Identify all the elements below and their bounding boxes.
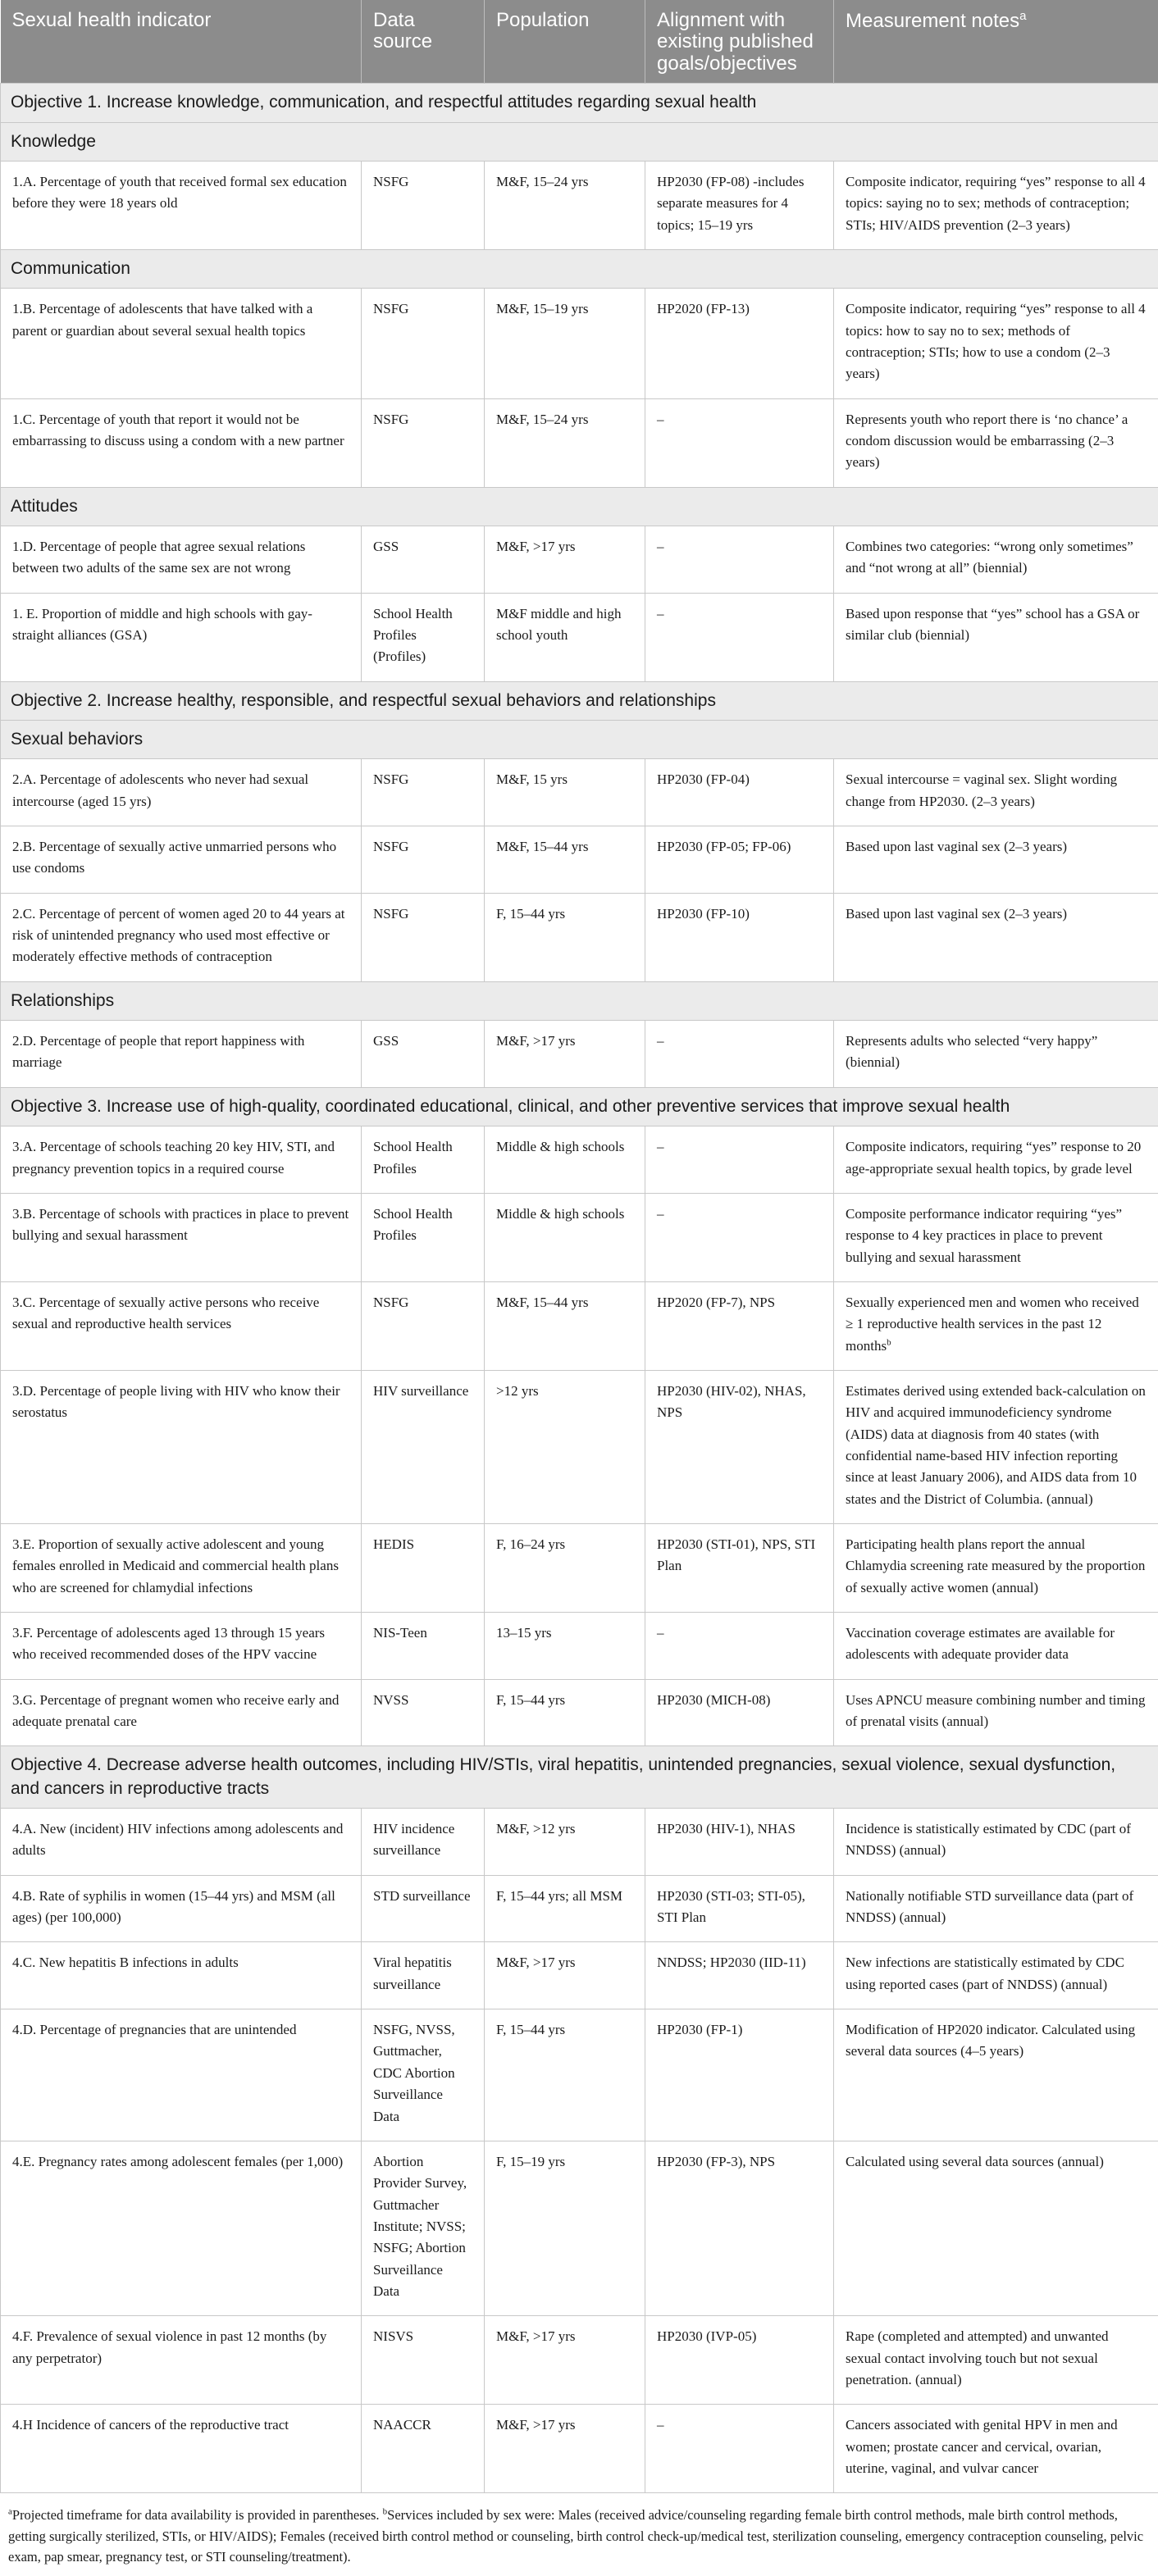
objective-title: Objective 4. Decrease adverse health outcomes, including HIV/STIs, viral hepatitis, unintended pregnancies, sexual violence, sexual dysfunction, and cancers in reproductive tracts — [1, 1746, 1158, 1809]
cell-population: M&F, >17 yrs — [485, 2316, 645, 2405]
cell-notes: Calculated using several data sources (annual) — [834, 2141, 1158, 2315]
table-row — [1, 1370, 1158, 1523]
cell-notes: Uses APNCU measure combining number and timing of prenatal visits (annual) — [834, 1679, 1158, 1746]
cell-notes-text: Sexually experienced men and women who received ≥ 1 reproductive health services in the past 12 months — [846, 1294, 1139, 1354]
cell-source: NSFG — [362, 759, 485, 826]
table-row — [1, 1809, 1158, 1876]
cell-notes: Based upon response that “yes” school has a GSA or similar club (biennial) — [834, 593, 1158, 681]
table-row — [1, 398, 1158, 487]
cell-alignment: HP2030 (FP-05; FP-06) — [645, 826, 834, 894]
cell-source: School Health Profiles (Profiles) — [362, 593, 485, 681]
cell-indicator: 1. E. Proportion of middle and high schools with gay-straight alliances (GSA) — [1, 593, 362, 681]
cell-indicator: 1.D. Percentage of people that agree sexual relations between two adults of the same sex are not wrong — [1, 526, 362, 593]
cell-alignment: – — [645, 1613, 834, 1680]
cell-alignment: HP2030 (HIV-1), NHAS — [645, 1809, 834, 1876]
header-indicator: Sexual health indicator — [1, 0, 362, 84]
cell-notes: Modification of HP2020 indicator. Calculated using several data sources (4–5 years) — [834, 2009, 1158, 2141]
cell-population: M&F, 15–44 yrs — [485, 1281, 645, 1370]
objective-row — [1, 681, 1158, 720]
cell-alignment: HP2030 (FP-1) — [645, 2009, 834, 2141]
cell-population: M&F, 15–19 yrs — [485, 289, 645, 398]
table-row — [1, 2405, 1158, 2493]
header-population: Population — [485, 0, 645, 84]
cell-indicator: 4.C. New hepatitis B infections in adults — [1, 1942, 362, 2009]
cell-population: M&F, 15 yrs — [485, 759, 645, 826]
cell-source: HIV surveillance — [362, 1370, 485, 1523]
cell-indicator: 2.A. Percentage of adolescents who never had sexual intercourse (aged 15 yrs) — [1, 759, 362, 826]
section-row — [1, 487, 1158, 526]
cell-alignment: – — [645, 1021, 834, 1088]
section-title: Attitudes — [1, 487, 1158, 526]
table-row — [1, 1679, 1158, 1746]
section-row — [1, 249, 1158, 288]
cell-population: F, 15–44 yrs; all MSM — [485, 1875, 645, 1942]
cell-source: NSFG, NVSS, Guttmacher, CDC Abortion Surveillance Data — [362, 2009, 485, 2141]
cell-indicator: 4.A. New (incident) HIV infections among adolescents and adults — [1, 1809, 362, 1876]
cell-alignment: HP2030 (FP-08) -includes separate measures for 4 topics; 15–19 yrs — [645, 161, 834, 249]
objective-title: Objective 3. Increase use of high-quality, coordinated educational, clinical, and other preventive services that improve sexual health — [1, 1087, 1158, 1126]
header-notes-sup: a — [1019, 9, 1027, 23]
cell-indicator: 3.B. Percentage of schools with practices in place to prevent bullying and sexual harassment — [1, 1193, 362, 1281]
header-notes — [834, 0, 1158, 84]
cell-alignment: HP2030 (MICH-08) — [645, 1679, 834, 1746]
cell-indicator: 3.F. Percentage of adolescents aged 13 through 15 years who received recommended doses of the HPV vaccine — [1, 1613, 362, 1680]
objective-title: Objective 2. Increase healthy, responsible, and respectful sexual behaviors and relationships — [1, 681, 1158, 720]
cell-indicator: 3.D. Percentage of people living with HIV who know their serostatus — [1, 1370, 362, 1523]
cell-population: F, 16–24 yrs — [485, 1523, 645, 1612]
section-row — [1, 122, 1158, 161]
cell-notes: Sexual intercourse = vaginal sex. Slight wording change from HP2030. (2–3 years) — [834, 759, 1158, 826]
cell-population: M&F, 15–44 yrs — [485, 826, 645, 894]
table-row — [1, 1875, 1158, 1942]
cell-population: Middle & high schools — [485, 1193, 645, 1281]
cell-source: NSFG — [362, 893, 485, 981]
cell-notes: Cancers associated with genital HPV in men and women; prostate cancer and cervical, ovarian, uterine, vaginal, and vulvar cancer — [834, 2405, 1158, 2493]
cell-source: GSS — [362, 1021, 485, 1088]
table-row — [1, 1281, 1158, 1370]
cell-source: NSFG — [362, 289, 485, 398]
table-row — [1, 1523, 1158, 1612]
table-row — [1, 759, 1158, 826]
cell-alignment: – — [645, 593, 834, 681]
cell-notes: Composite indicator, requiring “yes” response to all 4 topics: how to say no to sex; methods of contraception; STIs; how to use a condom (2–3 years) — [834, 289, 1158, 398]
cell-notes: Represents youth who report there is ‘no chance’ a condom discussion would be embarrassing (2–3 years) — [834, 398, 1158, 487]
cell-source: NSFG — [362, 826, 485, 894]
cell-notes: Vaccination coverage estimates are available for adolescents with adequate provider data — [834, 1613, 1158, 1680]
table-row — [1, 2009, 1158, 2141]
cell-source: GSS — [362, 526, 485, 593]
cell-population: F, 15–44 yrs — [485, 2009, 645, 2141]
section-title: Communication — [1, 249, 1158, 288]
cell-indicator: 3.C. Percentage of sexually active persons who receive sexual and reproductive health services — [1, 1281, 362, 1370]
cell-notes: Incidence is statistically estimated by CDC (part of NNDSS) (annual) — [834, 1809, 1158, 1876]
cell-population: Middle & high schools — [485, 1126, 645, 1194]
section-title: Sexual behaviors — [1, 721, 1158, 759]
cell-source: NISVS — [362, 2316, 485, 2405]
cell-indicator: 4.B. Rate of syphilis in women (15–44 yrs) and MSM (all ages) (per 100,000) — [1, 1875, 362, 1942]
footnote-b-sup: b — [382, 2506, 388, 2517]
cell-alignment: – — [645, 398, 834, 487]
objective-title: Objective 1. Increase knowledge, communication, and respectful attitudes regarding sexual health — [1, 84, 1158, 122]
cell-indicator: 3.A. Percentage of schools teaching 20 key HIV, STI, and pregnancy prevention topics in a required course — [1, 1126, 362, 1194]
table-row — [1, 1193, 1158, 1281]
objective-row — [1, 1087, 1158, 1126]
cell-alignment: HP2020 (FP-7), NPS — [645, 1281, 834, 1370]
table-row — [1, 1942, 1158, 2009]
cell-notes: Rape (completed and attempted) and unwanted sexual contact involving touch but not sexual penetration. (annual) — [834, 2316, 1158, 2405]
cell-source: NSFG — [362, 1281, 485, 1370]
table-row — [1, 893, 1158, 981]
cell-population: M&F, 15–24 yrs — [485, 161, 645, 249]
table-row — [1, 2316, 1158, 2405]
cell-alignment: HP2030 (STI-03; STI-05), STI Plan — [645, 1875, 834, 1942]
table-row — [1, 161, 1158, 249]
cell-notes: Composite indicator, requiring “yes” response to all 4 topics: saying no to sex; methods of contraception; STIs; HIV/AIDS prevention (2–3 years) — [834, 161, 1158, 249]
cell-alignment: NNDSS; HP2030 (IID-11) — [645, 1942, 834, 2009]
header-alignment: Alignment with existing published goals/objectives — [645, 0, 834, 84]
cell-indicator: 4.H Incidence of cancers of the reproductive tract — [1, 2405, 362, 2493]
footnote — [0, 2493, 1158, 2568]
cell-alignment: – — [645, 1126, 834, 1194]
cell-population: M&F, >17 yrs — [485, 526, 645, 593]
cell-population: M&F, >12 yrs — [485, 1809, 645, 1876]
cell-source: STD surveillance — [362, 1875, 485, 1942]
cell-indicator: 4.E. Pregnancy rates among adolescent females (per 1,000) — [1, 2141, 362, 2315]
section-title: Relationships — [1, 981, 1158, 1020]
section-row — [1, 981, 1158, 1020]
cell-indicator: 4.D. Percentage of pregnancies that are unintended — [1, 2009, 362, 2141]
cell-notes: Composite indicators, requiring “yes” response to 20 age-appropriate sexual health topics, by grade level — [834, 1126, 1158, 1194]
header-notes-label: Measurement notes — [846, 10, 1020, 32]
cell-notes: Based upon last vaginal sex (2–3 years) — [834, 893, 1158, 981]
cell-indicator: 1.C. Percentage of youth that report it would not be embarrassing to discuss using a condom with a new partner — [1, 398, 362, 487]
cell-population: M&F, 15–24 yrs — [485, 398, 645, 487]
table-body — [1, 84, 1158, 2493]
cell-population: M&F middle and high school youth — [485, 593, 645, 681]
section-row — [1, 721, 1158, 759]
cell-alignment: – — [645, 526, 834, 593]
cell-source: Viral hepatitis surveillance — [362, 1942, 485, 2009]
cell-population: F, 15–44 yrs — [485, 893, 645, 981]
footnote-a-text: Projected timeframe for data availability is provided in parentheses. — [11, 2507, 380, 2524]
cell-population: M&F, >17 yrs — [485, 2405, 645, 2493]
cell-indicator: 4.F. Prevalence of sexual violence in past 12 months (by any perpetrator) — [1, 2316, 362, 2405]
cell-notes: Participating health plans report the annual Chlamydia screening rate measured by the proportion of sexually active women (annual) — [834, 1523, 1158, 1612]
cell-population: F, 15–19 yrs — [485, 2141, 645, 2315]
cell-notes: Combines two categories: “wrong only sometimes” and “not wrong at all” (biennial) — [834, 526, 1158, 593]
cell-alignment: HP2020 (FP-13) — [645, 289, 834, 398]
cell-population: F, 15–44 yrs — [485, 1679, 645, 1746]
cell-indicator: 3.G. Percentage of pregnant women who receive early and adequate prenatal care — [1, 1679, 362, 1746]
cell-source: Abortion Provider Survey, Guttmacher Institute; NVSS; NSFG; Abortion Surveillance Data — [362, 2141, 485, 2315]
cell-source: HEDIS — [362, 1523, 485, 1612]
header-source: Data source — [362, 0, 485, 84]
cell-source: NSFG — [362, 398, 485, 487]
cell-alignment: HP2030 (FP-04) — [645, 759, 834, 826]
cell-source: NIS-Teen — [362, 1613, 485, 1680]
cell-population: 13–15 yrs — [485, 1613, 645, 1680]
cell-source: NVSS — [362, 1679, 485, 1746]
table-row — [1, 1613, 1158, 1680]
cell-source: School Health Profiles — [362, 1193, 485, 1281]
table-row — [1, 289, 1158, 398]
cell-source: NAACCR — [362, 2405, 485, 2493]
cell-source: NSFG — [362, 161, 485, 249]
table-row — [1, 593, 1158, 681]
cell-source: HIV incidence surveillance — [362, 1809, 485, 1876]
table-header-row — [1, 0, 1158, 84]
cell-indicator: 3.E. Proportion of sexually active adolescent and young females enrolled in Medicaid and commercial health plans who are screened for chlamydial infections — [1, 1523, 362, 1612]
cell-notes-sup: b — [887, 1336, 891, 1347]
cell-indicator: 1.A. Percentage of youth that received formal sex education before they were 18 years old — [1, 161, 362, 249]
cell-alignment: HP2030 (FP-3), NPS — [645, 2141, 834, 2315]
cell-alignment: HP2030 (STI-01), NPS, STI Plan — [645, 1523, 834, 1612]
cell-notes: Represents adults who selected “very happy” (biennial) — [834, 1021, 1158, 1088]
cell-source: School Health Profiles — [362, 1126, 485, 1194]
cell-population: M&F, >17 yrs — [485, 1021, 645, 1088]
cell-alignment: – — [645, 2405, 834, 2493]
section-title: Knowledge — [1, 122, 1158, 161]
cell-indicator: 2.D. Percentage of people that report happiness with marriage — [1, 1021, 362, 1088]
cell-notes: Nationally notifiable STD surveillance data (part of NNDSS) (annual) — [834, 1875, 1158, 1942]
cell-alignment: HP2030 (FP-10) — [645, 893, 834, 981]
cell-notes: Based upon last vaginal sex (2–3 years) — [834, 826, 1158, 894]
cell-notes: Estimates derived using extended back-calculation on HIV and acquired immunodeficiency syndrome (AIDS) data at diagnosis from 40 states (with confidential name-based HIV infection reporting since at least January 2006), and AIDS data from 10 states and the District of Columbia. (annual) — [834, 1370, 1158, 1523]
table-row — [1, 1126, 1158, 1194]
cell-notes — [834, 1281, 1158, 1370]
cell-notes: New infections are statistically estimated by CDC using reported cases (part of NNDSS) (annual) — [834, 1942, 1158, 2009]
footnote-a-sup: a — [8, 2506, 12, 2517]
footnote-b-text: Services included by sex were: Males (received advice/counseling regarding female birth control methods, male birth control methods, getting surgically sterilized, STIs, or HIV/AIDS); Females (received birth control method or counseling, birth control check-up/medical test, sterilization counseling, emergency contraception counseling, pelvic exam, pap smear, pregnancy test, or STI counseling/treatment). — [8, 2507, 1144, 2565]
cell-alignment: HP2030 (HIV-02), NHAS, NPS — [645, 1370, 834, 1523]
table-row — [1, 526, 1158, 593]
objective-row — [1, 1746, 1158, 1809]
cell-population: M&F, >17 yrs — [485, 1942, 645, 2009]
cell-population: >12 yrs — [485, 1370, 645, 1523]
table-row — [1, 1021, 1158, 1088]
cell-indicator: 2.C. Percentage of percent of women aged 20 to 44 years at risk of unintended pregnancy who used most effective or moderately effective methods of contraception — [1, 893, 362, 981]
cell-indicator: 1.B. Percentage of adolescents that have talked with a parent or guardian about several sexual health topics — [1, 289, 362, 398]
table-row — [1, 826, 1158, 894]
cell-alignment: HP2030 (IVP-05) — [645, 2316, 834, 2405]
objective-row — [1, 84, 1158, 122]
cell-alignment: – — [645, 1193, 834, 1281]
cell-notes: Composite performance indicator requiring “yes” response to 4 key practices in place to prevent bullying and sexual harassment — [834, 1193, 1158, 1281]
cell-indicator: 2.B. Percentage of sexually active unmarried persons who use condoms — [1, 826, 362, 894]
table-row — [1, 2141, 1158, 2315]
